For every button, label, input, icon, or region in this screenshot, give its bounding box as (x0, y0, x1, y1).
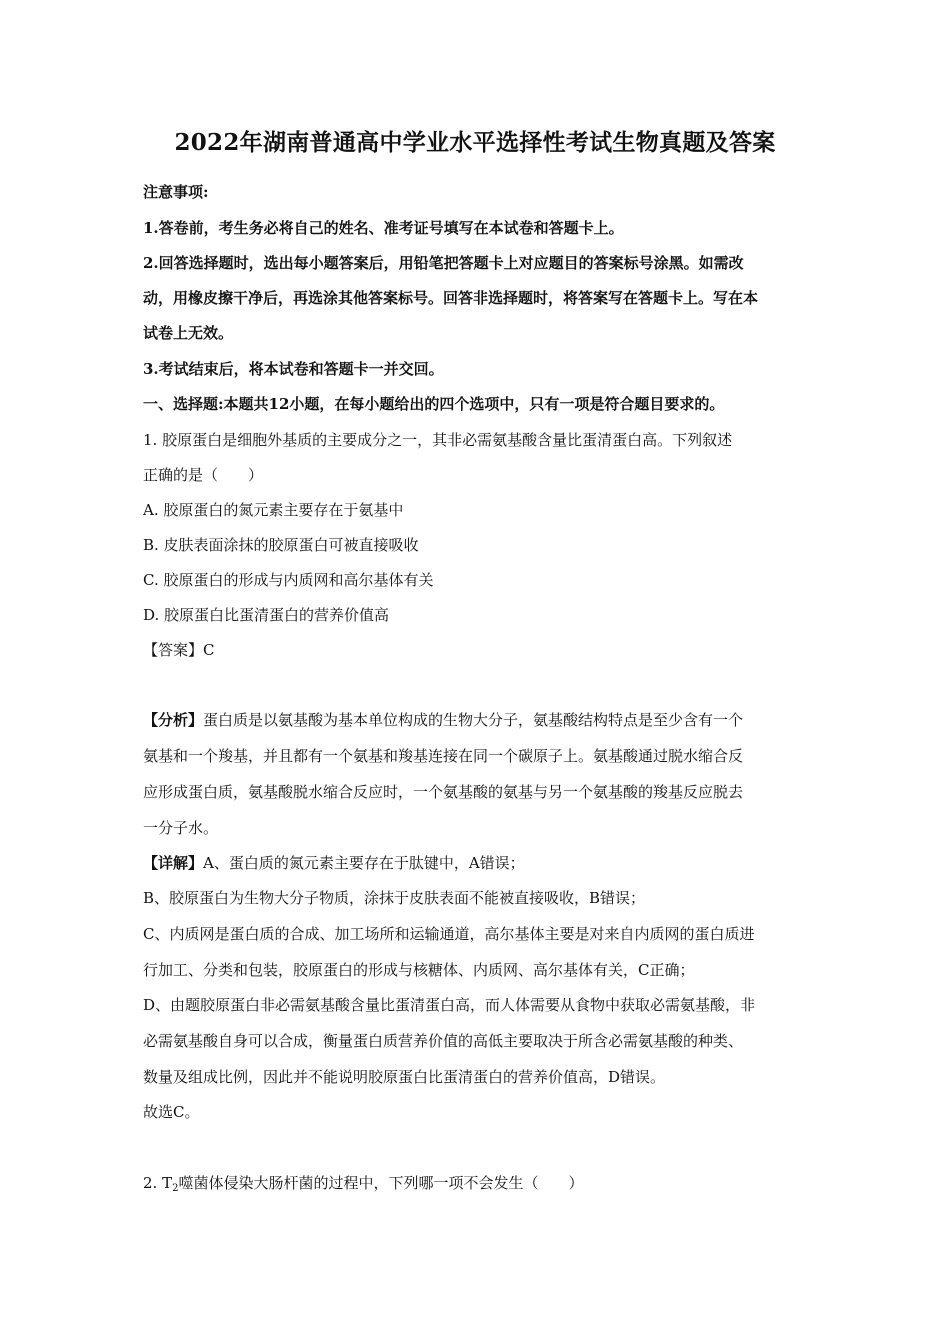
q1-analysis-line-1 (143, 710, 823, 730)
q1-detail-line-3: C、内质网是蛋白质的合成、加工场所和运输通道，高尔基体主要是对来自内质网的蛋白质进 (143, 925, 755, 943)
detail-text: A、蛋白质的氮元素主要存在于肽键中，A错误； (203, 854, 525, 872)
analysis-tag: 【分析】 (143, 711, 204, 729)
note-2-line-2: 动，用橡皮擦干净后，再选涂其他答案标号。回答非选择题时，将答案写在答题卡上。写在本 (143, 289, 759, 307)
q1-detail-line-4: 行加工、分类和包装，胶原蛋白的形成与核糖体、内质网、高尔基体有关，C正确； (143, 961, 695, 979)
q1-option-d: D. 胶原蛋白比蛋清蛋白的营养价值高 (143, 606, 390, 624)
q1-conclusion: 故选C。 (143, 1103, 200, 1121)
q1-option-b: B. 皮肤表面涂抹的胶原蛋白可被直接吸收 (143, 536, 419, 554)
q1-analysis-line-4: 一分子水。 (143, 819, 219, 837)
q1-detail-line-2: B、胶原蛋白为生物大分子物质，涂抹于皮肤表面不能被直接吸收，B错误； (143, 889, 646, 907)
q1-analysis-line-3: 应形成蛋白质，氨基酸脱水缩合反应时，一个氨基酸的氨基与另一个氨基酸的羧基反应脱去 (143, 783, 744, 801)
q1-detail-line-7: 数量及组成比例，因此并不能说明胶原蛋白比蛋清蛋白的营养价值高，D错误。 (143, 1068, 666, 1086)
q1-analysis-line-2: 氨基和一个羧基，并且都有一个氨基和羧基连接在同一个碳原子上。氨基酸通过脱水缩合反 (143, 747, 744, 765)
note-3: 3.考试结束后，将本试卷和答题卡一并交回。 (143, 360, 444, 378)
q2-rest: 噬菌体侵染大肠杆菌的过程中，下列哪一项不会发生（ ） (178, 1174, 584, 1192)
notes-heading: 注意事项: (143, 183, 209, 201)
q2-prefix: 2. T (143, 1174, 173, 1192)
q1-detail-line-5: D、由题胶原蛋白非必需氨基酸含量比蛋清蛋白高，而人体需要从食物中获取必需氨基酸，非 (143, 996, 756, 1014)
q1-stem-line-1: 1. 胶原蛋白是细胞外基质的主要成分之一，其非必需氨基酸含量比蛋清蛋白高。下列叙述 (143, 431, 733, 449)
detail-tag: 【详解】 (143, 854, 204, 872)
q1-answer (143, 640, 823, 660)
q1-stem-line-2: 正确的是（ ） (143, 466, 264, 484)
note-1: 1.答卷前，考生务必将自己的姓名、准考证号填写在本试卷和答题卡上。 (143, 219, 624, 237)
note-2-line-3: 试卷上无效。 (143, 324, 234, 342)
q1-option-c: C. 胶原蛋白的形成与内质网和高尔基体有关 (143, 571, 434, 589)
section-heading: 一、选择题:本题共12小题，在每小题给出的四个选项中，只有一项是符合题目要求的。 (143, 395, 725, 413)
q2-subscript: 2 (172, 1183, 179, 1194)
q2-stem (143, 1173, 823, 1199)
note-2-line-1: 2.回答选择题时，选出每小题答案后，用铅笔把答题卡上对应题目的答案标号涂黑。如需改 (143, 254, 744, 272)
answer-value: C (203, 641, 215, 659)
page-title: 2022年湖南普通高中学业水平选择性考试生物真题及答案 (174, 129, 776, 156)
answer-tag: 【答案】 (143, 641, 204, 659)
analysis-text: 蛋白质是以氨基酸为基本单位构成的生物大分子，氨基酸结构特点是至少含有一个 (203, 711, 744, 729)
q1-detail-line-1 (143, 853, 823, 873)
q1-detail-line-6: 必需氨基酸自身可以合成，衡量蛋白质营养价值的高低主要取决于所含必需氨基酸的种类、 (143, 1032, 744, 1050)
q1-option-a: A. 胶原蛋白的氮元素主要存在于氨基中 (143, 501, 404, 519)
